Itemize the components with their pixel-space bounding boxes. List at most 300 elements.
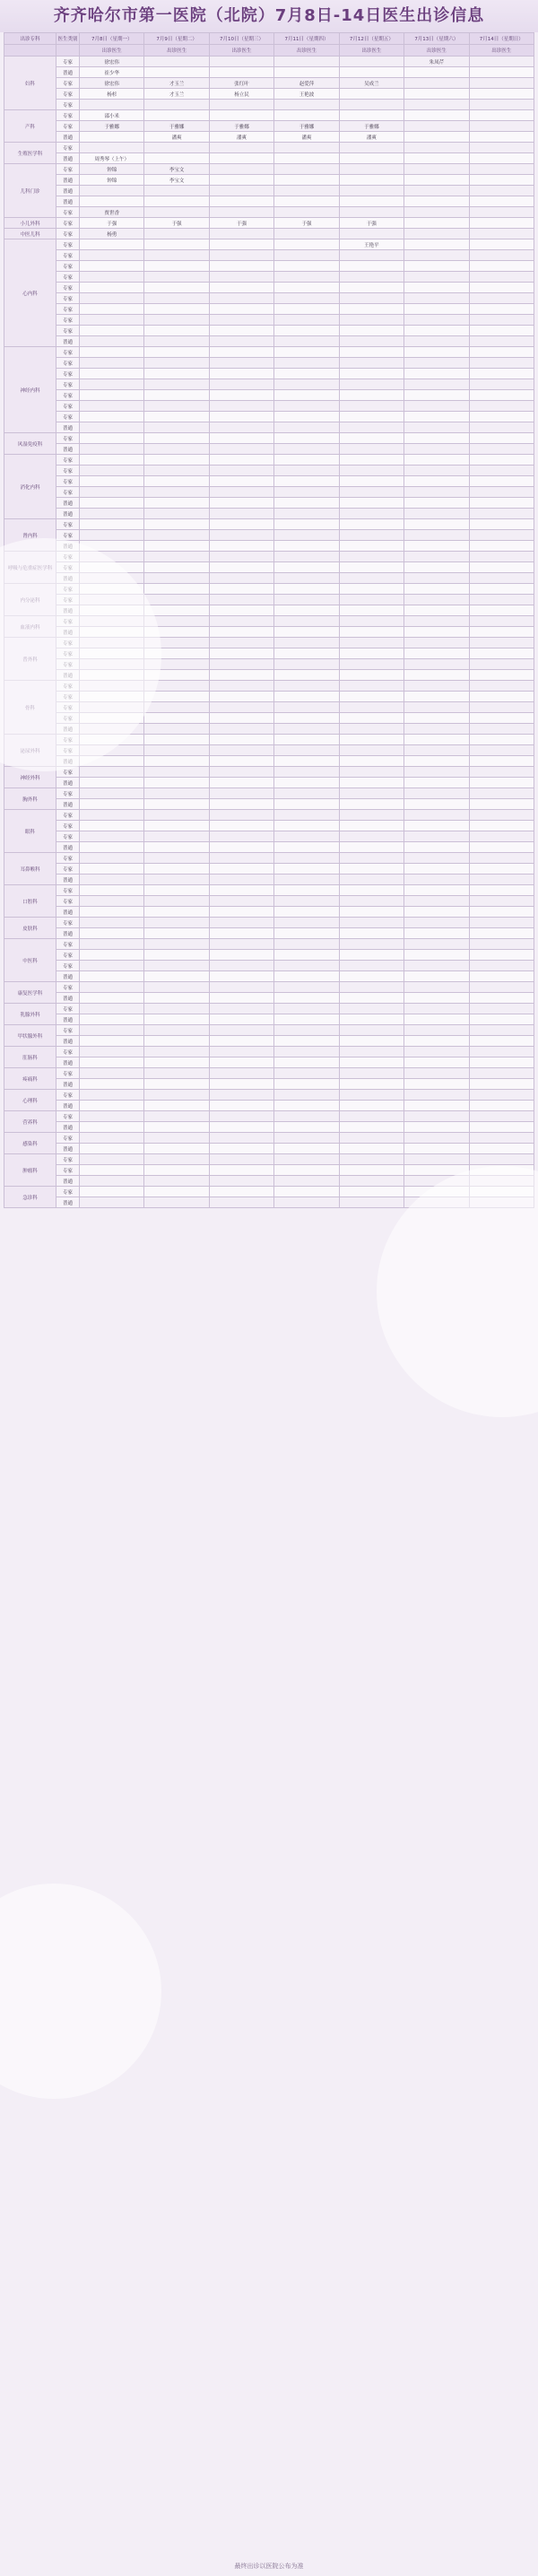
doctor-cell (469, 444, 534, 455)
doctor-cell: 李宝文 (144, 175, 209, 186)
doctor-cell (404, 799, 469, 810)
doctor-cell (144, 918, 209, 928)
doctor-level-cell: 专家 (56, 1090, 80, 1101)
doctor-cell (469, 1025, 534, 1036)
doctor-cell (209, 110, 273, 121)
doctor-cell (144, 326, 209, 336)
doctor-cell (469, 455, 534, 466)
doctor-cell (404, 616, 469, 627)
doctor-cell (404, 487, 469, 498)
doctor-cell (80, 433, 144, 444)
doctor-cell (80, 1101, 144, 1111)
doctor-cell (209, 272, 273, 283)
doctor-cell (209, 347, 273, 358)
doctor-cell (144, 143, 209, 153)
doctor-cell (339, 885, 404, 896)
doctor-cell (209, 562, 273, 573)
doctor-cell (209, 336, 273, 347)
doctor-cell (339, 186, 404, 196)
doctor-cell (404, 659, 469, 670)
table-row (4, 57, 534, 67)
doctor-level-cell: 专家 (56, 239, 80, 250)
doctor-cell (209, 1187, 273, 1197)
doctor-cell (469, 498, 534, 509)
table-row (4, 498, 534, 509)
doctor-cell (80, 1144, 144, 1154)
doctor-cell: 于强 (209, 218, 273, 229)
doctor-cell (469, 175, 534, 186)
doctor-cell (209, 950, 273, 961)
doctor-cell (144, 1144, 209, 1154)
department-cell: 疼痛科 (4, 1068, 56, 1090)
doctor-cell (274, 595, 339, 605)
doctor-cell (209, 476, 273, 487)
doctor-cell (209, 638, 273, 648)
doctor-cell (339, 842, 404, 853)
doctor-cell (80, 196, 144, 207)
doctor-cell (274, 788, 339, 799)
doctor-cell (274, 627, 339, 638)
doctor-cell (404, 961, 469, 971)
doctor-cell (404, 315, 469, 326)
doctor-cell (144, 745, 209, 756)
doctor-cell (404, 412, 469, 422)
doctor-level-cell: 普通 (56, 1197, 80, 1208)
doctor-cell (404, 143, 469, 153)
doctor-cell (209, 1057, 273, 1068)
doctor-cell (209, 896, 273, 907)
doctor-cell (80, 272, 144, 283)
doctor-cell: 王艳波 (274, 89, 339, 100)
doctor-cell (209, 1144, 273, 1154)
table-row (4, 272, 534, 283)
doctor-cell (80, 379, 144, 390)
doctor-cell (80, 778, 144, 788)
doctor-cell (404, 466, 469, 476)
doctor-level-cell: 专家 (56, 433, 80, 444)
doctor-cell (144, 552, 209, 562)
doctor-cell (209, 487, 273, 498)
doctor-cell (144, 1197, 209, 1208)
doctor-cell (80, 369, 144, 379)
doctor-level-cell: 专家 (56, 250, 80, 261)
doctor-cell (469, 207, 534, 218)
doctor-cell (80, 476, 144, 487)
doctor-cell (339, 831, 404, 842)
doctor-level-cell: 普通 (56, 971, 80, 982)
doctor-cell (274, 864, 339, 875)
doctor-cell (274, 1004, 339, 1014)
doctor-level-cell: 专家 (56, 347, 80, 358)
doctor-level-cell: 专家 (56, 283, 80, 293)
column-subheader (4, 45, 56, 57)
table-row (4, 1090, 534, 1101)
doctor-cell (209, 164, 273, 175)
doctor-cell (274, 530, 339, 541)
doctor-level-cell: 专家 (56, 982, 80, 993)
doctor-cell (339, 573, 404, 584)
doctor-cell (404, 767, 469, 778)
doctor-cell (80, 293, 144, 304)
doctor-cell (339, 788, 404, 799)
department-cell: 皮肤科 (4, 918, 56, 939)
doctor-cell (469, 907, 534, 918)
doctor-cell: 潘爽 (144, 132, 209, 143)
doctor-level-cell: 普通 (56, 778, 80, 788)
doctor-cell (469, 466, 534, 476)
doctor-cell (339, 379, 404, 390)
doctor-cell (209, 1068, 273, 1079)
doctor-cell (339, 971, 404, 982)
doctor-cell (339, 702, 404, 713)
doctor-cell (469, 821, 534, 831)
doctor-cell (339, 390, 404, 401)
doctor-cell (404, 1144, 469, 1154)
doctor-cell (469, 476, 534, 487)
doctor-cell (469, 390, 534, 401)
doctor-cell (469, 1036, 534, 1047)
doctor-cell (274, 724, 339, 735)
doctor-cell (339, 562, 404, 573)
department-cell: 妇科 (4, 57, 56, 110)
doctor-cell: 于雅娜 (339, 121, 404, 132)
doctor-level-cell: 专家 (56, 218, 80, 229)
doctor-cell (339, 1025, 404, 1036)
doctor-cell (80, 939, 144, 950)
department-cell: 口腔科 (4, 885, 56, 918)
doctor-cell (339, 143, 404, 153)
doctor-cell (404, 605, 469, 616)
doctor-cell (469, 584, 534, 595)
doctor-cell (209, 928, 273, 939)
doctor-cell (209, 304, 273, 315)
doctor-cell (80, 1047, 144, 1057)
doctor-cell (209, 702, 273, 713)
doctor-cell (404, 713, 469, 724)
doctor-cell (404, 67, 469, 78)
doctor-cell (80, 1090, 144, 1101)
doctor-cell (469, 261, 534, 272)
doctor-level-cell: 专家 (56, 466, 80, 476)
department-cell: 产科 (4, 110, 56, 143)
doctor-level-cell: 专家 (56, 788, 80, 799)
doctor-cell (339, 745, 404, 756)
doctor-cell (469, 767, 534, 778)
doctor-cell (339, 153, 404, 164)
doctor-cell (274, 509, 339, 519)
doctor-cell (144, 562, 209, 573)
doctor-level-cell: 专家 (56, 961, 80, 971)
doctor-cell (274, 1111, 339, 1122)
doctor-cell (274, 971, 339, 982)
doctor-cell (404, 132, 469, 143)
doctor-cell (404, 336, 469, 347)
doctor-cell (404, 670, 469, 681)
doctor-cell (144, 412, 209, 422)
doctor-cell (469, 681, 534, 692)
doctor-cell (80, 950, 144, 961)
doctor-level-cell: 普通 (56, 1079, 80, 1090)
doctor-cell (80, 239, 144, 250)
doctor-cell (469, 885, 534, 896)
doctor-cell (339, 1079, 404, 1090)
doctor-cell (469, 336, 534, 347)
doctor-cell (274, 433, 339, 444)
doctor-cell (469, 799, 534, 810)
doctor-cell (144, 573, 209, 584)
doctor-cell (339, 476, 404, 487)
doctor-cell (404, 186, 469, 196)
doctor-cell (339, 1090, 404, 1101)
doctor-cell (404, 121, 469, 132)
doctor-cell (274, 1165, 339, 1176)
doctor-cell (144, 207, 209, 218)
doctor-cell (469, 971, 534, 982)
doctor-cell (274, 239, 339, 250)
doctor-level-cell: 普通 (56, 1176, 80, 1187)
doctor-level-cell: 专家 (56, 1025, 80, 1036)
doctor-cell (469, 67, 534, 78)
doctor-cell (469, 627, 534, 638)
doctor-cell (339, 100, 404, 110)
doctor-cell (274, 336, 339, 347)
doctor-cell (80, 1111, 144, 1122)
doctor-cell (404, 842, 469, 853)
doctor-cell (339, 1122, 404, 1133)
doctor-cell (80, 842, 144, 853)
table-row (4, 487, 534, 498)
doctor-cell (339, 519, 404, 530)
doctor-level-cell: 普通 (56, 842, 80, 853)
doctor-cell (274, 272, 339, 283)
doctor-cell (339, 993, 404, 1004)
doctor-cell (404, 918, 469, 928)
doctor-cell (404, 369, 469, 379)
doctor-cell (209, 1036, 273, 1047)
doctor-cell (404, 358, 469, 369)
doctor-cell (469, 1004, 534, 1014)
department-cell: 眼科 (4, 810, 56, 853)
doctor-cell (144, 993, 209, 1004)
doctor-cell (144, 239, 209, 250)
doctor-cell (209, 799, 273, 810)
doctor-level-cell: 专家 (56, 369, 80, 379)
doctor-cell (209, 971, 273, 982)
doctor-cell (209, 379, 273, 390)
doctor-cell (80, 1165, 144, 1176)
doctor-cell (274, 1068, 339, 1079)
doctor-cell (404, 476, 469, 487)
doctor-cell (274, 1197, 339, 1208)
doctor-cell (80, 1079, 144, 1090)
column-subheader: 出诊医生 (80, 45, 144, 57)
doctor-level-cell: 专家 (56, 885, 80, 896)
table-row (4, 250, 534, 261)
department-cell: 康复医学科 (4, 982, 56, 1004)
doctor-cell (274, 875, 339, 885)
doctor-level-cell: 普通 (56, 132, 80, 143)
doctor-cell (144, 928, 209, 939)
doctor-cell (144, 1036, 209, 1047)
doctor-cell (209, 401, 273, 412)
doctor-cell (80, 1122, 144, 1133)
table-row (4, 78, 534, 89)
doctor-cell (339, 1197, 404, 1208)
doctor-cell (209, 648, 273, 659)
doctor-cell (209, 422, 273, 433)
doctor-cell (339, 283, 404, 293)
doctor-cell (274, 616, 339, 627)
doctor-cell (274, 648, 339, 659)
doctor-cell (274, 692, 339, 702)
doctor-cell (80, 907, 144, 918)
table-row (4, 1057, 534, 1068)
doctor-cell (144, 530, 209, 541)
doctor-cell (404, 831, 469, 842)
doctor-cell (339, 369, 404, 379)
doctor-cell (274, 1025, 339, 1036)
doctor-cell (339, 315, 404, 326)
doctor-level-cell: 普通 (56, 509, 80, 519)
doctor-cell (339, 1101, 404, 1111)
doctor-cell (274, 1122, 339, 1133)
doctor-cell (144, 1014, 209, 1025)
doctor-cell (404, 401, 469, 412)
doctor-cell: 潘爽 (339, 132, 404, 143)
doctor-cell (209, 864, 273, 875)
doctor-cell (80, 412, 144, 422)
doctor-cell (274, 1133, 339, 1144)
doctor-cell (209, 1154, 273, 1165)
doctor-cell (404, 864, 469, 875)
doctor-cell (469, 961, 534, 971)
doctor-cell (274, 1154, 339, 1165)
doctor-cell (339, 1133, 404, 1144)
doctor-cell (274, 196, 339, 207)
doctor-cell (469, 692, 534, 702)
doctor-level-cell: 专家 (56, 1047, 80, 1057)
table-row (4, 433, 534, 444)
doctor-cell (404, 573, 469, 584)
doctor-cell (209, 1025, 273, 1036)
doctor-cell (339, 735, 404, 745)
doctor-cell (404, 928, 469, 939)
doctor-cell (404, 821, 469, 831)
doctor-cell: 潘爽 (274, 132, 339, 143)
doctor-cell (274, 552, 339, 562)
doctor-cell (404, 982, 469, 993)
doctor-cell: 吴成兰 (339, 78, 404, 89)
doctor-cell (144, 756, 209, 767)
doctor-cell (469, 1101, 534, 1111)
doctor-cell (404, 326, 469, 336)
doctor-level-cell: 普通 (56, 196, 80, 207)
doctor-cell (274, 885, 339, 896)
doctor-cell (339, 939, 404, 950)
doctor-level-cell: 专家 (56, 326, 80, 336)
doctor-cell (209, 767, 273, 778)
doctor-cell (469, 1144, 534, 1154)
doctor-cell (339, 756, 404, 767)
doctor-cell (404, 885, 469, 896)
doctor-cell (339, 336, 404, 347)
doctor-cell (339, 1014, 404, 1025)
doctor-cell (274, 799, 339, 810)
doctor-cell (80, 1025, 144, 1036)
doctor-cell (339, 110, 404, 121)
doctor-level-cell: 专家 (56, 530, 80, 541)
table-row (4, 509, 534, 519)
doctor-cell: 钟锦 (80, 164, 144, 175)
doctor-cell (274, 713, 339, 724)
doctor-cell (404, 648, 469, 659)
table-row (4, 799, 534, 810)
doctor-level-cell: 专家 (56, 918, 80, 928)
doctor-cell (274, 1090, 339, 1101)
doctor-cell (404, 196, 469, 207)
doctor-cell: 张红叶 (209, 78, 273, 89)
doctor-cell (144, 939, 209, 950)
table-row (4, 390, 534, 401)
table-row (4, 982, 534, 993)
doctor-cell (80, 186, 144, 196)
doctor-cell (404, 433, 469, 444)
doctor-cell (209, 541, 273, 552)
doctor-cell (469, 595, 534, 605)
doctor-cell (144, 304, 209, 315)
table-row (4, 110, 534, 121)
doctor-cell (209, 1133, 273, 1144)
doctor-cell (144, 272, 209, 283)
doctor-cell (144, 799, 209, 810)
table-row (4, 218, 534, 229)
doctor-cell: 徐宏伟 (80, 57, 144, 67)
table-row (4, 175, 534, 186)
doctor-cell (339, 648, 404, 659)
doctor-level-cell: 专家 (56, 164, 80, 175)
doctor-cell (144, 67, 209, 78)
doctor-cell (469, 659, 534, 670)
department-cell: 神经内科 (4, 347, 56, 433)
doctor-cell (274, 584, 339, 595)
department-cell: 神经外科 (4, 767, 56, 788)
doctor-cell (469, 164, 534, 175)
doctor-cell (144, 1122, 209, 1133)
doctor-cell (144, 422, 209, 433)
doctor-cell (469, 229, 534, 239)
doctor-cell (209, 239, 273, 250)
doctor-cell (80, 444, 144, 455)
doctor-cell (80, 1187, 144, 1197)
doctor-level-cell: 专家 (56, 519, 80, 530)
doctor-level-cell: 普通 (56, 799, 80, 810)
doctor-cell (80, 283, 144, 293)
doctor-cell (209, 207, 273, 218)
doctor-cell (144, 1004, 209, 1014)
doctor-cell (404, 595, 469, 605)
doctor-cell (80, 853, 144, 864)
doctor-cell (209, 692, 273, 702)
doctor-cell (404, 562, 469, 573)
doctor-level-cell: 普通 (56, 67, 80, 78)
doctor-level-cell: 专家 (56, 78, 80, 89)
department-cell: 急诊科 (4, 1187, 56, 1208)
doctor-cell (209, 250, 273, 261)
doctor-cell (144, 261, 209, 272)
table-row (4, 1133, 534, 1144)
doctor-cell (80, 875, 144, 885)
doctor-cell (469, 433, 534, 444)
